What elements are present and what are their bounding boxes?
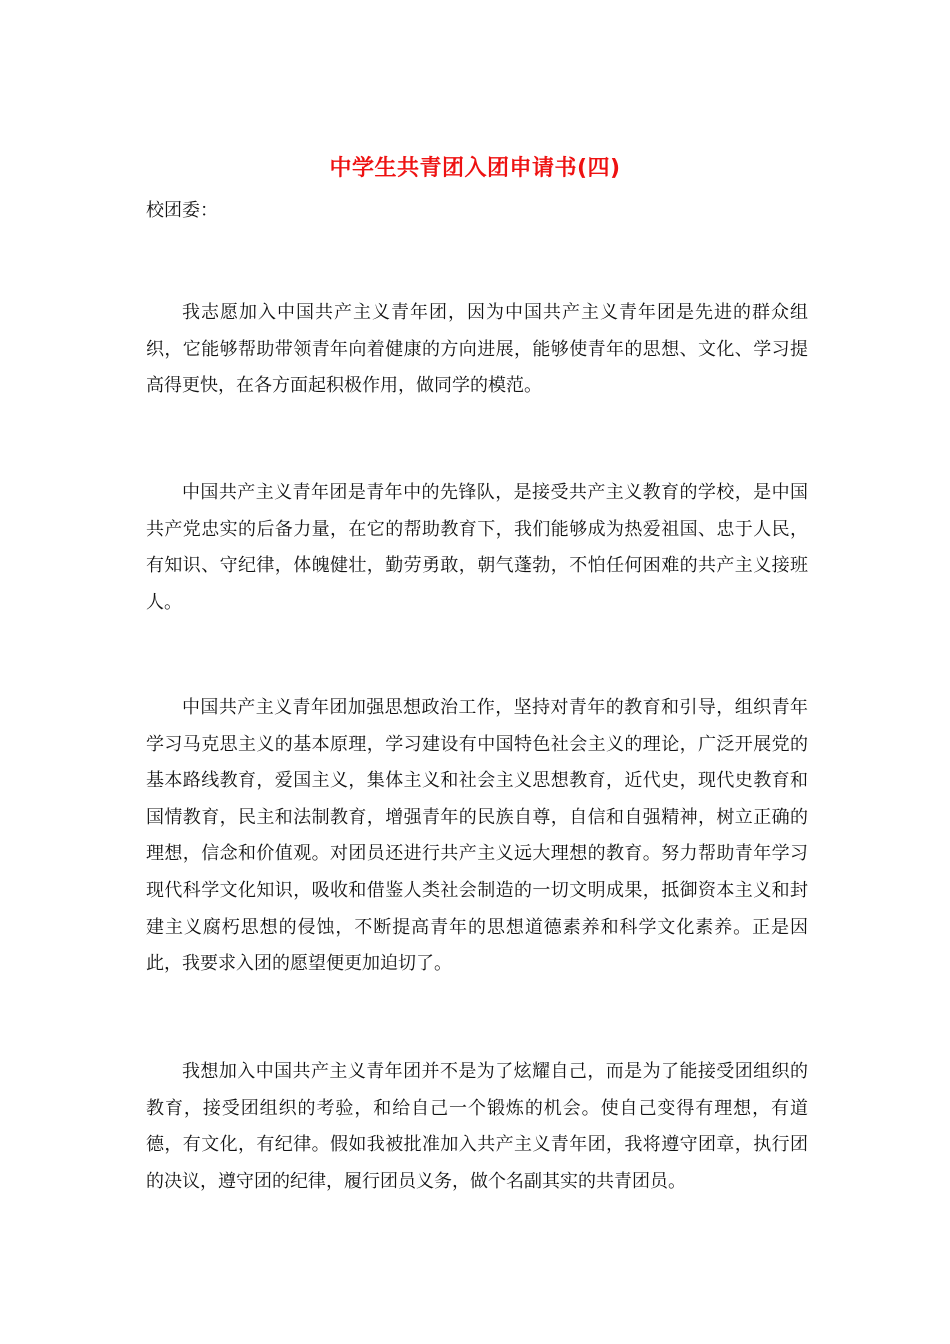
paragraph-2: 中国共产主义青年团是青年中的先锋队，是接受共产主义教育的学校，是中国共产党忠实的后备力量，在它的帮助教育下，我们能够成为热爱祖国、忠于人民，有知识、守纪律，体魄健壮，勤劳勇敢，朝气蓬勃，不怕任何困难的共产主义接班人。	[146, 482, 808, 613]
paragraph-4: 我想加入中国共产主义青年团并不是为了炫耀自己，而是为了能接受团组织的教育，接受团组织的考验，和给自己一个锻炼的机会。使自己变得有理想，有道德，有文化，有纪律。假如我被批准加入共产主义青年团，我将遵守团章，执行团的决议，遵守团的纪律，履行团员义务，做个名副其实的共青团员。	[146, 1061, 808, 1192]
document-title: 中学生共青团入团申请书(四)	[329, 156, 621, 181]
paragraph-1: 我志愿加入中国共产主义青年团，因为中国共产主义青年团是先进的群众组织，它能够帮助带领青年向着健康的方向进展，能够使青年的思想、文化、学习提高得更快，在各方面起积极作用，做同学的模范。	[146, 302, 808, 397]
salutation: 校团委：	[146, 200, 218, 221]
paragraph-3: 中国共产主义青年团加强思想政治工作，坚持对青年的教育和引导，组织青年学习马克思主义的基本原理，学习建设有中国特色社会主义的理论，广泛开展党的基本路线教育，爱国主义，集体主义和社会主义思想教育，近代史，现代史教育和国情教育，民主和法制教育，增强青年的民族自尊，自信和自强精神，树立正确的理想，信念和价值观。对团员还进行共产主义远大理想的教育。努力帮助青年学习现代科学文化知识，吸收和借鉴人类社会制造的一切文明成果，抵御资本主义和封建主义腐朽思想的侵蚀，不断提高青年的思想道德素养和科学文化素养。正是因此，我要求入团的愿望便更加迫切了。	[146, 697, 808, 975]
